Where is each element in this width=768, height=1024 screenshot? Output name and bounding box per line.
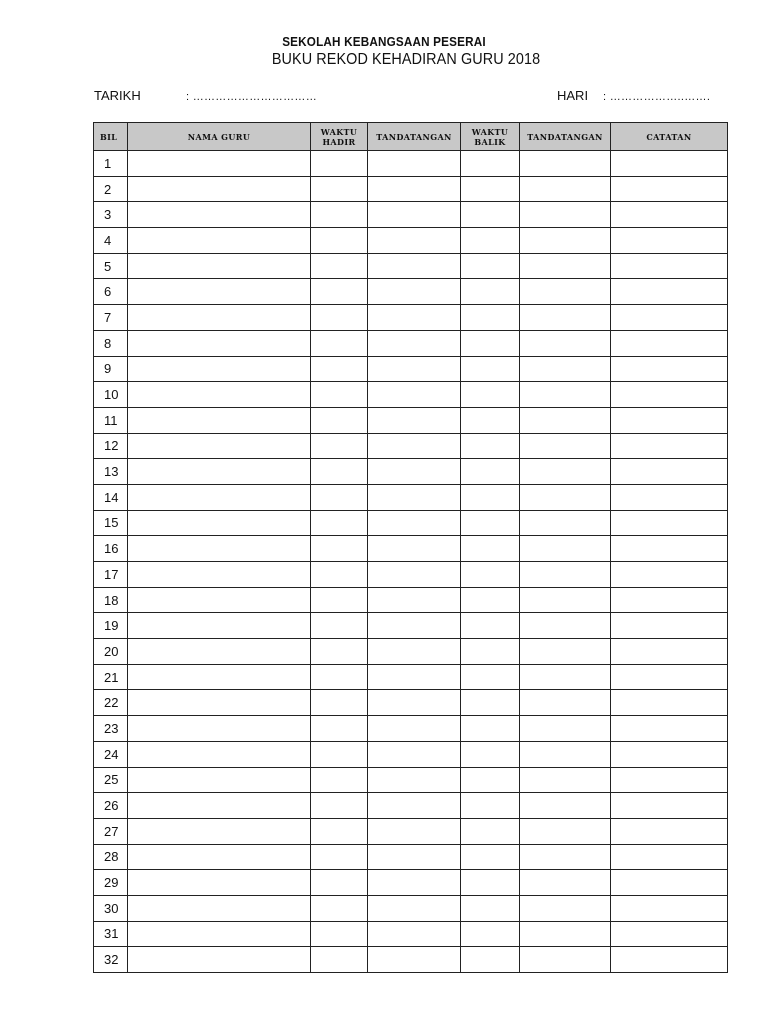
tandatangan-balik-cell[interactable] bbox=[520, 587, 611, 613]
tandatangan-hadir-cell[interactable] bbox=[368, 228, 461, 254]
tandatangan-balik-cell[interactable] bbox=[520, 253, 611, 279]
tandatangan-balik-cell[interactable] bbox=[520, 407, 611, 433]
catatan-cell[interactable] bbox=[611, 921, 728, 947]
row-number: 11 bbox=[94, 407, 128, 433]
hari-label: HARI bbox=[557, 88, 589, 103]
table-header bbox=[94, 123, 728, 151]
catatan-cell[interactable] bbox=[611, 459, 728, 485]
nama-guru-cell[interactable] bbox=[128, 407, 311, 433]
waktu-balik-cell[interactable] bbox=[461, 870, 520, 896]
nama-guru-cell[interactable] bbox=[128, 510, 311, 536]
catatan-cell[interactable] bbox=[611, 947, 728, 973]
table-row bbox=[94, 407, 728, 433]
table-row bbox=[94, 844, 728, 870]
nama-guru-cell[interactable] bbox=[128, 151, 311, 177]
catatan-cell[interactable] bbox=[611, 767, 728, 793]
catatan-cell[interactable] bbox=[611, 510, 728, 536]
nama-guru-cell[interactable] bbox=[128, 741, 311, 767]
nama-guru-cell[interactable] bbox=[128, 176, 311, 202]
waktu-balik-cell[interactable] bbox=[461, 793, 520, 819]
table-row bbox=[94, 356, 728, 382]
waktu-balik-cell[interactable] bbox=[461, 459, 520, 485]
tandatangan-balik-cell[interactable] bbox=[520, 484, 611, 510]
tandatangan-balik-cell[interactable] bbox=[520, 562, 611, 588]
waktu-balik-cell[interactable] bbox=[461, 407, 520, 433]
table-row bbox=[94, 741, 728, 767]
catatan-cell[interactable] bbox=[611, 202, 728, 228]
waktu-balik-cell[interactable] bbox=[461, 716, 520, 742]
row-number: 5 bbox=[94, 253, 128, 279]
catatan-cell[interactable] bbox=[611, 330, 728, 356]
nama-guru-cell[interactable] bbox=[128, 587, 311, 613]
tandatangan-balik-cell[interactable] bbox=[520, 459, 611, 485]
row-number: 32 bbox=[94, 947, 128, 973]
waktu-balik-cell[interactable] bbox=[461, 921, 520, 947]
nama-guru-cell[interactable] bbox=[128, 305, 311, 331]
waktu-hadir-cell[interactable] bbox=[311, 741, 368, 767]
waktu-hadir-cell[interactable] bbox=[311, 716, 368, 742]
tandatangan-balik-cell[interactable] bbox=[520, 741, 611, 767]
waktu-hadir-cell[interactable] bbox=[311, 228, 368, 254]
catatan-cell[interactable] bbox=[611, 407, 728, 433]
header-row bbox=[94, 123, 728, 151]
tandatangan-hadir-cell[interactable] bbox=[368, 433, 461, 459]
waktu-hadir-cell[interactable] bbox=[311, 536, 368, 562]
row-number: 26 bbox=[94, 793, 128, 819]
tarikh-value: : …………………………… bbox=[186, 91, 318, 103]
tandatangan-hadir-cell[interactable] bbox=[368, 202, 461, 228]
waktu-balik-cell[interactable] bbox=[461, 664, 520, 690]
waktu-hadir-cell[interactable] bbox=[311, 433, 368, 459]
waktu-hadir-cell[interactable] bbox=[311, 690, 368, 716]
nama-guru-cell[interactable] bbox=[128, 562, 311, 588]
waktu-balik-cell[interactable] bbox=[461, 587, 520, 613]
tandatangan-balik-cell[interactable] bbox=[520, 664, 611, 690]
waktu-balik-cell[interactable] bbox=[461, 151, 520, 177]
waktu-hadir-cell[interactable] bbox=[311, 562, 368, 588]
row-number: 3 bbox=[94, 202, 128, 228]
waktu-hadir-cell[interactable] bbox=[311, 151, 368, 177]
tandatangan-balik-cell[interactable] bbox=[520, 536, 611, 562]
tandatangan-balik-cell[interactable] bbox=[520, 279, 611, 305]
waktu-hadir-cell[interactable] bbox=[311, 279, 368, 305]
tandatangan-hadir-cell[interactable] bbox=[368, 818, 461, 844]
table-row bbox=[94, 664, 728, 690]
nama-guru-cell[interactable] bbox=[128, 818, 311, 844]
nama-guru-cell[interactable] bbox=[128, 382, 311, 408]
table-row bbox=[94, 459, 728, 485]
waktu-hadir-cell[interactable] bbox=[311, 305, 368, 331]
catatan-cell[interactable] bbox=[611, 253, 728, 279]
nama-guru-cell[interactable] bbox=[128, 793, 311, 819]
row-number: 16 bbox=[94, 536, 128, 562]
catatan-cell[interactable] bbox=[611, 433, 728, 459]
nama-guru-cell[interactable] bbox=[128, 947, 311, 973]
hari-field bbox=[603, 88, 710, 103]
row-number: 15 bbox=[94, 510, 128, 536]
waktu-hadir-cell[interactable] bbox=[311, 382, 368, 408]
row-number: 27 bbox=[94, 818, 128, 844]
waktu-hadir-cell[interactable] bbox=[311, 253, 368, 279]
waktu-hadir-cell[interactable] bbox=[311, 664, 368, 690]
nama-guru-cell[interactable] bbox=[128, 639, 311, 665]
nama-guru-cell[interactable] bbox=[128, 253, 311, 279]
waktu-hadir-cell[interactable] bbox=[311, 202, 368, 228]
catatan-cell[interactable] bbox=[611, 562, 728, 588]
row-number: 13 bbox=[94, 459, 128, 485]
waktu-balik-cell[interactable] bbox=[461, 844, 520, 870]
waktu-balik-cell[interactable] bbox=[461, 613, 520, 639]
table-row bbox=[94, 176, 728, 202]
tandatangan-balik-cell[interactable] bbox=[520, 202, 611, 228]
table-row bbox=[94, 202, 728, 228]
nama-guru-cell[interactable] bbox=[128, 690, 311, 716]
tandatangan-hadir-cell[interactable] bbox=[368, 690, 461, 716]
nama-guru-cell[interactable] bbox=[128, 716, 311, 742]
waktu-balik-cell[interactable] bbox=[461, 202, 520, 228]
catatan-cell[interactable] bbox=[611, 151, 728, 177]
tandatangan-hadir-cell[interactable] bbox=[368, 793, 461, 819]
nama-guru-cell[interactable] bbox=[128, 844, 311, 870]
waktu-balik-cell[interactable] bbox=[461, 510, 520, 536]
column-header-tandatangan-2: TANDATANGAN bbox=[520, 123, 611, 151]
waktu-balik-cell[interactable] bbox=[461, 741, 520, 767]
catatan-cell[interactable] bbox=[611, 587, 728, 613]
hari-value: : ………………..……. bbox=[603, 91, 711, 103]
tandatangan-hadir-cell[interactable] bbox=[368, 459, 461, 485]
waktu-balik-cell[interactable] bbox=[461, 356, 520, 382]
nama-guru-cell[interactable] bbox=[128, 459, 311, 485]
tandatangan-balik-cell[interactable] bbox=[520, 356, 611, 382]
row-number: 20 bbox=[94, 639, 128, 665]
tandatangan-hadir-cell[interactable] bbox=[368, 741, 461, 767]
waktu-balik-cell[interactable] bbox=[461, 330, 520, 356]
tandatangan-hadir-cell[interactable] bbox=[368, 253, 461, 279]
table-row bbox=[94, 767, 728, 793]
tandatangan-balik-cell[interactable] bbox=[520, 690, 611, 716]
waktu-balik-cell[interactable] bbox=[461, 536, 520, 562]
nama-guru-cell[interactable] bbox=[128, 330, 311, 356]
waktu-hadir-cell[interactable] bbox=[311, 921, 368, 947]
table-row bbox=[94, 690, 728, 716]
nama-guru-cell[interactable] bbox=[128, 870, 311, 896]
column-header-bil: BIL bbox=[94, 123, 128, 151]
waktu-balik-cell[interactable] bbox=[461, 228, 520, 254]
row-number: 18 bbox=[94, 587, 128, 613]
waktu-hadir-cell[interactable] bbox=[311, 895, 368, 921]
tandatangan-balik-cell[interactable] bbox=[520, 330, 611, 356]
waktu-balik-cell[interactable] bbox=[461, 382, 520, 408]
tandatangan-balik-cell[interactable] bbox=[520, 844, 611, 870]
catatan-cell[interactable] bbox=[611, 818, 728, 844]
row-number: 7 bbox=[94, 305, 128, 331]
nama-guru-cell[interactable] bbox=[128, 895, 311, 921]
nama-guru-cell[interactable] bbox=[128, 484, 311, 510]
table-row bbox=[94, 228, 728, 254]
attendance-table bbox=[93, 122, 728, 973]
waktu-hadir-cell[interactable] bbox=[311, 407, 368, 433]
tandatangan-balik-cell[interactable] bbox=[520, 793, 611, 819]
waktu-balik-cell[interactable] bbox=[461, 639, 520, 665]
document-title: BUKU REKOD KEHADIRAN GURU 2018 bbox=[271, 51, 541, 68]
tandatangan-balik-cell[interactable] bbox=[520, 613, 611, 639]
waktu-balik-cell[interactable] bbox=[461, 895, 520, 921]
tandatangan-balik-cell[interactable] bbox=[520, 305, 611, 331]
catatan-cell[interactable] bbox=[611, 176, 728, 202]
row-number: 17 bbox=[94, 562, 128, 588]
row-number: 30 bbox=[94, 895, 128, 921]
waktu-hadir-cell[interactable] bbox=[311, 484, 368, 510]
tandatangan-balik-cell[interactable] bbox=[520, 639, 611, 665]
tandatangan-balik-cell[interactable] bbox=[520, 433, 611, 459]
catatan-cell[interactable] bbox=[611, 741, 728, 767]
tandatangan-hadir-cell[interactable] bbox=[368, 382, 461, 408]
tandatangan-hadir-cell[interactable] bbox=[368, 536, 461, 562]
waktu-balik-cell[interactable] bbox=[461, 947, 520, 973]
row-number: 10 bbox=[94, 382, 128, 408]
table-row bbox=[94, 613, 728, 639]
waktu-balik-cell[interactable] bbox=[461, 433, 520, 459]
waktu-hadir-cell[interactable] bbox=[311, 176, 368, 202]
table-row bbox=[94, 510, 728, 536]
row-number: 24 bbox=[94, 741, 128, 767]
table-row bbox=[94, 536, 728, 562]
table-row bbox=[94, 279, 728, 305]
catatan-cell[interactable] bbox=[611, 305, 728, 331]
nama-guru-cell[interactable] bbox=[128, 664, 311, 690]
table-row bbox=[94, 587, 728, 613]
tandatangan-hadir-cell[interactable] bbox=[368, 587, 461, 613]
tandatangan-hadir-cell[interactable] bbox=[368, 870, 461, 896]
row-number: 12 bbox=[94, 433, 128, 459]
waktu-balik-cell[interactable] bbox=[461, 279, 520, 305]
catatan-cell[interactable] bbox=[611, 870, 728, 896]
tandatangan-balik-cell[interactable] bbox=[520, 921, 611, 947]
row-number: 2 bbox=[94, 176, 128, 202]
waktu-hadir-cell[interactable] bbox=[311, 510, 368, 536]
tandatangan-balik-cell[interactable] bbox=[520, 767, 611, 793]
tandatangan-hadir-cell[interactable] bbox=[368, 767, 461, 793]
catatan-cell[interactable] bbox=[611, 664, 728, 690]
column-header-waktu-hadir bbox=[311, 123, 368, 151]
catatan-cell[interactable] bbox=[611, 228, 728, 254]
tandatangan-hadir-cell[interactable] bbox=[368, 305, 461, 331]
waktu-hadir-cell[interactable] bbox=[311, 613, 368, 639]
catatan-cell[interactable] bbox=[611, 382, 728, 408]
tandatangan-hadir-cell[interactable] bbox=[368, 176, 461, 202]
tandatangan-hadir-cell[interactable] bbox=[368, 330, 461, 356]
waktu-hadir-cell[interactable] bbox=[311, 818, 368, 844]
waktu-balik-cell[interactable] bbox=[461, 767, 520, 793]
column-header-waktu-balik bbox=[461, 123, 520, 151]
nama-guru-cell[interactable] bbox=[128, 356, 311, 382]
tandatangan-hadir-cell[interactable] bbox=[368, 407, 461, 433]
catatan-cell[interactable] bbox=[611, 536, 728, 562]
table-row bbox=[94, 253, 728, 279]
tandatangan-balik-cell[interactable] bbox=[520, 228, 611, 254]
tandatangan-balik-cell[interactable] bbox=[520, 716, 611, 742]
row-number: 21 bbox=[94, 664, 128, 690]
table-row bbox=[94, 484, 728, 510]
nama-guru-cell[interactable] bbox=[128, 433, 311, 459]
row-number: 31 bbox=[94, 921, 128, 947]
tandatangan-hadir-cell[interactable] bbox=[368, 484, 461, 510]
waktu-hadir-cell[interactable] bbox=[311, 459, 368, 485]
column-header-tandatangan-1: TANDATANGAN bbox=[368, 123, 461, 151]
tandatangan-hadir-cell[interactable] bbox=[368, 562, 461, 588]
catatan-cell[interactable] bbox=[611, 844, 728, 870]
waktu-hadir-cell[interactable] bbox=[311, 844, 368, 870]
waktu-hadir-line1: WAKTU bbox=[320, 126, 358, 137]
tandatangan-balik-cell[interactable] bbox=[520, 895, 611, 921]
nama-guru-cell[interactable] bbox=[128, 613, 311, 639]
nama-guru-cell[interactable] bbox=[128, 536, 311, 562]
waktu-hadir-cell[interactable] bbox=[311, 793, 368, 819]
waktu-hadir-cell[interactable] bbox=[311, 330, 368, 356]
waktu-balik-cell[interactable] bbox=[461, 818, 520, 844]
tandatangan-hadir-cell[interactable] bbox=[368, 895, 461, 921]
table-row bbox=[94, 151, 728, 177]
waktu-balik-cell[interactable] bbox=[461, 305, 520, 331]
waktu-balik-cell[interactable] bbox=[461, 176, 520, 202]
tandatangan-hadir-cell[interactable] bbox=[368, 510, 461, 536]
tandatangan-hadir-cell[interactable] bbox=[368, 356, 461, 382]
waktu-hadir-cell[interactable] bbox=[311, 639, 368, 665]
row-number: 6 bbox=[94, 279, 128, 305]
tandatangan-hadir-cell[interactable] bbox=[368, 639, 461, 665]
tandatangan-hadir-cell[interactable] bbox=[368, 279, 461, 305]
tandatangan-balik-cell[interactable] bbox=[520, 870, 611, 896]
catatan-cell[interactable] bbox=[611, 690, 728, 716]
column-header-nama-guru: NAMA GURU bbox=[128, 123, 311, 151]
catatan-cell[interactable] bbox=[611, 639, 728, 665]
tandatangan-hadir-cell[interactable] bbox=[368, 613, 461, 639]
table-row bbox=[94, 639, 728, 665]
table-row bbox=[94, 562, 728, 588]
tandatangan-balik-cell[interactable] bbox=[520, 818, 611, 844]
catatan-cell[interactable] bbox=[611, 716, 728, 742]
tandatangan-hadir-cell[interactable] bbox=[368, 947, 461, 973]
school-name: SEKOLAH KEBANGSAAN PESERAI bbox=[282, 34, 486, 49]
waktu-hadir-cell[interactable] bbox=[311, 870, 368, 896]
tandatangan-balik-cell[interactable] bbox=[520, 947, 611, 973]
row-number: 8 bbox=[94, 330, 128, 356]
waktu-balik-line1: WAKTU bbox=[471, 126, 509, 137]
row-number: 1 bbox=[94, 151, 128, 177]
waktu-hadir-line2: HADIR bbox=[322, 136, 356, 147]
waktu-balik-cell[interactable] bbox=[461, 562, 520, 588]
nama-guru-cell[interactable] bbox=[128, 767, 311, 793]
catatan-cell[interactable] bbox=[611, 356, 728, 382]
waktu-hadir-cell[interactable] bbox=[311, 767, 368, 793]
catatan-cell[interactable] bbox=[611, 613, 728, 639]
row-number: 9 bbox=[94, 356, 128, 382]
table-row bbox=[94, 895, 728, 921]
waktu-balik-cell[interactable] bbox=[461, 253, 520, 279]
table-row bbox=[94, 818, 728, 844]
table-row bbox=[94, 870, 728, 896]
tandatangan-hadir-cell[interactable] bbox=[368, 664, 461, 690]
nama-guru-cell[interactable] bbox=[128, 279, 311, 305]
tandatangan-balik-cell[interactable] bbox=[520, 382, 611, 408]
row-number: 28 bbox=[94, 844, 128, 870]
row-number: 23 bbox=[94, 716, 128, 742]
nama-guru-cell[interactable] bbox=[128, 921, 311, 947]
table-row bbox=[94, 793, 728, 819]
table-row bbox=[94, 947, 728, 973]
row-number: 22 bbox=[94, 690, 128, 716]
nama-guru-cell[interactable] bbox=[128, 202, 311, 228]
waktu-hadir-cell[interactable] bbox=[311, 947, 368, 973]
table-row bbox=[94, 382, 728, 408]
table-row bbox=[94, 921, 728, 947]
table-row bbox=[94, 330, 728, 356]
tarikh-field bbox=[186, 88, 317, 103]
row-number: 25 bbox=[94, 767, 128, 793]
table-body bbox=[94, 151, 728, 973]
nama-guru-cell[interactable] bbox=[128, 228, 311, 254]
tandatangan-balik-cell[interactable] bbox=[520, 176, 611, 202]
tandatangan-hadir-cell[interactable] bbox=[368, 921, 461, 947]
catatan-cell[interactable] bbox=[611, 895, 728, 921]
tandatangan-hadir-cell[interactable] bbox=[368, 716, 461, 742]
tandatangan-balik-cell[interactable] bbox=[520, 151, 611, 177]
tandatangan-hadir-cell[interactable] bbox=[368, 844, 461, 870]
waktu-balik-cell[interactable] bbox=[461, 484, 520, 510]
tandatangan-balik-cell[interactable] bbox=[520, 510, 611, 536]
catatan-cell[interactable] bbox=[611, 484, 728, 510]
waktu-balik-line2: BALIK bbox=[474, 136, 506, 147]
catatan-cell[interactable] bbox=[611, 279, 728, 305]
tarikh-label: TARIKH bbox=[94, 88, 141, 103]
table-row bbox=[94, 433, 728, 459]
row-number: 19 bbox=[94, 613, 128, 639]
waktu-balik-cell[interactable] bbox=[461, 690, 520, 716]
table-row bbox=[94, 716, 728, 742]
waktu-hadir-cell[interactable] bbox=[311, 356, 368, 382]
catatan-cell[interactable] bbox=[611, 793, 728, 819]
row-number: 4 bbox=[94, 228, 128, 254]
row-number: 29 bbox=[94, 870, 128, 896]
row-number: 14 bbox=[94, 484, 128, 510]
table-row bbox=[94, 305, 728, 331]
tandatangan-hadir-cell[interactable] bbox=[368, 151, 461, 177]
waktu-hadir-cell[interactable] bbox=[311, 587, 368, 613]
column-header-catatan: CATATAN bbox=[611, 123, 728, 151]
